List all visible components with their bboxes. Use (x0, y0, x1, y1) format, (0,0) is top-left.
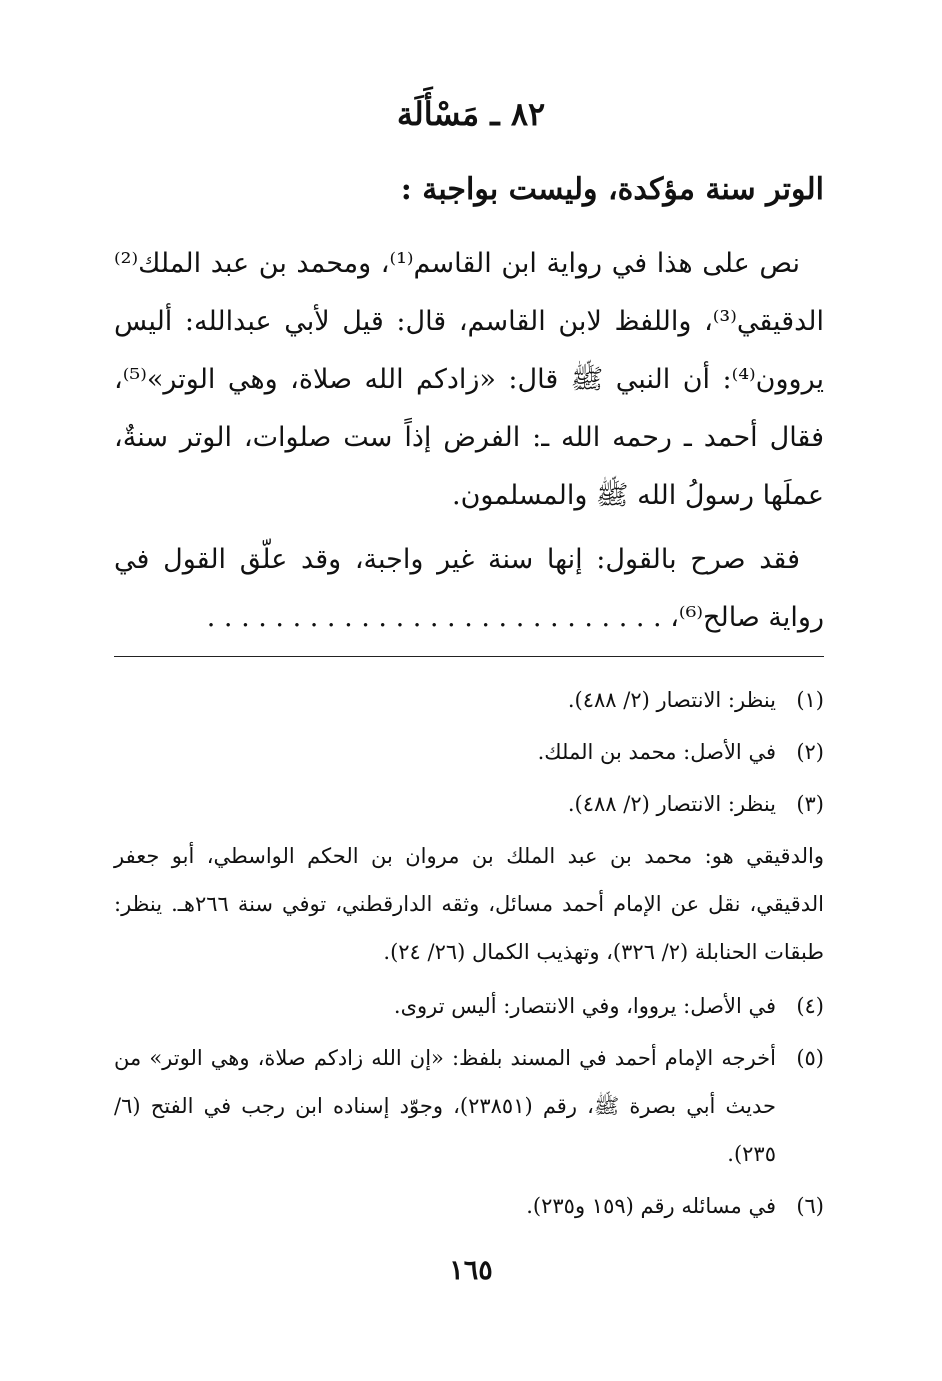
footnote (114, 1182, 824, 1230)
footnote (114, 982, 824, 1030)
footnote-text: أخرجه الإمام أحمد في المسند بلفظ: «إن الله زادكم صلاة، وهي الوتر» من حديث أبي بصرة ﷺ، رقم (٢٣٨٥١)، وجوّد إسناده ابن رجب في الفتح (٦/ ٢٣٥). (114, 1046, 776, 1166)
footnote-number: (٦) (796, 1194, 824, 1218)
footnote-number: (١) (796, 688, 824, 712)
paragraph: نص على هذا في رواية ابن القاسم⁽¹⁾، ومحمد بن عبد الملك⁽²⁾ الدقيقي⁽³⁾، واللفظ لابن القاسم، قال: قيل لأبي عبدالله: أليس يروون⁽⁴⁾: أن النبي ﷺ قال: «زادكم الله صلاة، وهي الوتر»⁽⁵⁾، فقال أحمد ـ رحمه الله ـ: الفرض إذاً ست صلوات، الوتر سنةٌ، عملَها رسولُ الله ﷺ والمسلمون. (114, 248, 824, 511)
paragraph (114, 531, 824, 647)
section-title: الوتر سنة مؤكدة، وليست بواجبة : (400, 172, 824, 207)
footnote-text: ينظر: الانتصار (٢/ ٤٨٨). (567, 688, 776, 712)
page-number: ١٦٥ (449, 1255, 493, 1286)
issue-heading: ٨٢ ـ مَسْأَلَة (396, 95, 546, 133)
footnote-text: في الأصل: يرووا، وفي الانتصار: أليس تروى. (393, 994, 776, 1018)
footnote-number: (٥) (796, 1046, 824, 1070)
footnote-text: في مسائله رقم (١٥٩ و٢٣٥). (526, 1194, 776, 1218)
footnote-number: (٢) (796, 740, 824, 764)
footnote (114, 676, 824, 724)
footnote-number: (٤) (796, 994, 824, 1018)
footnotes (114, 676, 824, 1234)
continuation-dots: . . . . . . . . . . . . . . . . . . . . . . . . . . . (206, 602, 662, 633)
footnote-text: في الأصل: محمد بن الملك. (537, 740, 776, 764)
footnote (114, 780, 824, 828)
footnote-separator (114, 656, 824, 657)
footnote (114, 1034, 824, 1178)
footnote-number: (٣) (796, 792, 824, 816)
paragraph-text: فقد صرح بالقول: إنها سنة غير واجبة، وقد علّق القول في رواية صالح⁽⁶⁾، (114, 544, 824, 633)
main-text (114, 235, 824, 647)
footnote-continuation: والدقيقي هو: محمد بن عبد الملك بن مروان بن الحكم الواسطي، أبو جعفر الدقيقي، نقل عن الإمام أحمد مسائل، وثقه الدارقطني، توفي سنة ٢٦٦هـ. ينظر: طبقات الحنابلة (٢/ ٣٢٦)، وتهذيب الكمال (٢٦/ ٢٤). (114, 844, 824, 964)
footnote-text: ينظر: الانتصار (٢/ ٤٨٨). (567, 792, 776, 816)
footnote (114, 728, 824, 776)
